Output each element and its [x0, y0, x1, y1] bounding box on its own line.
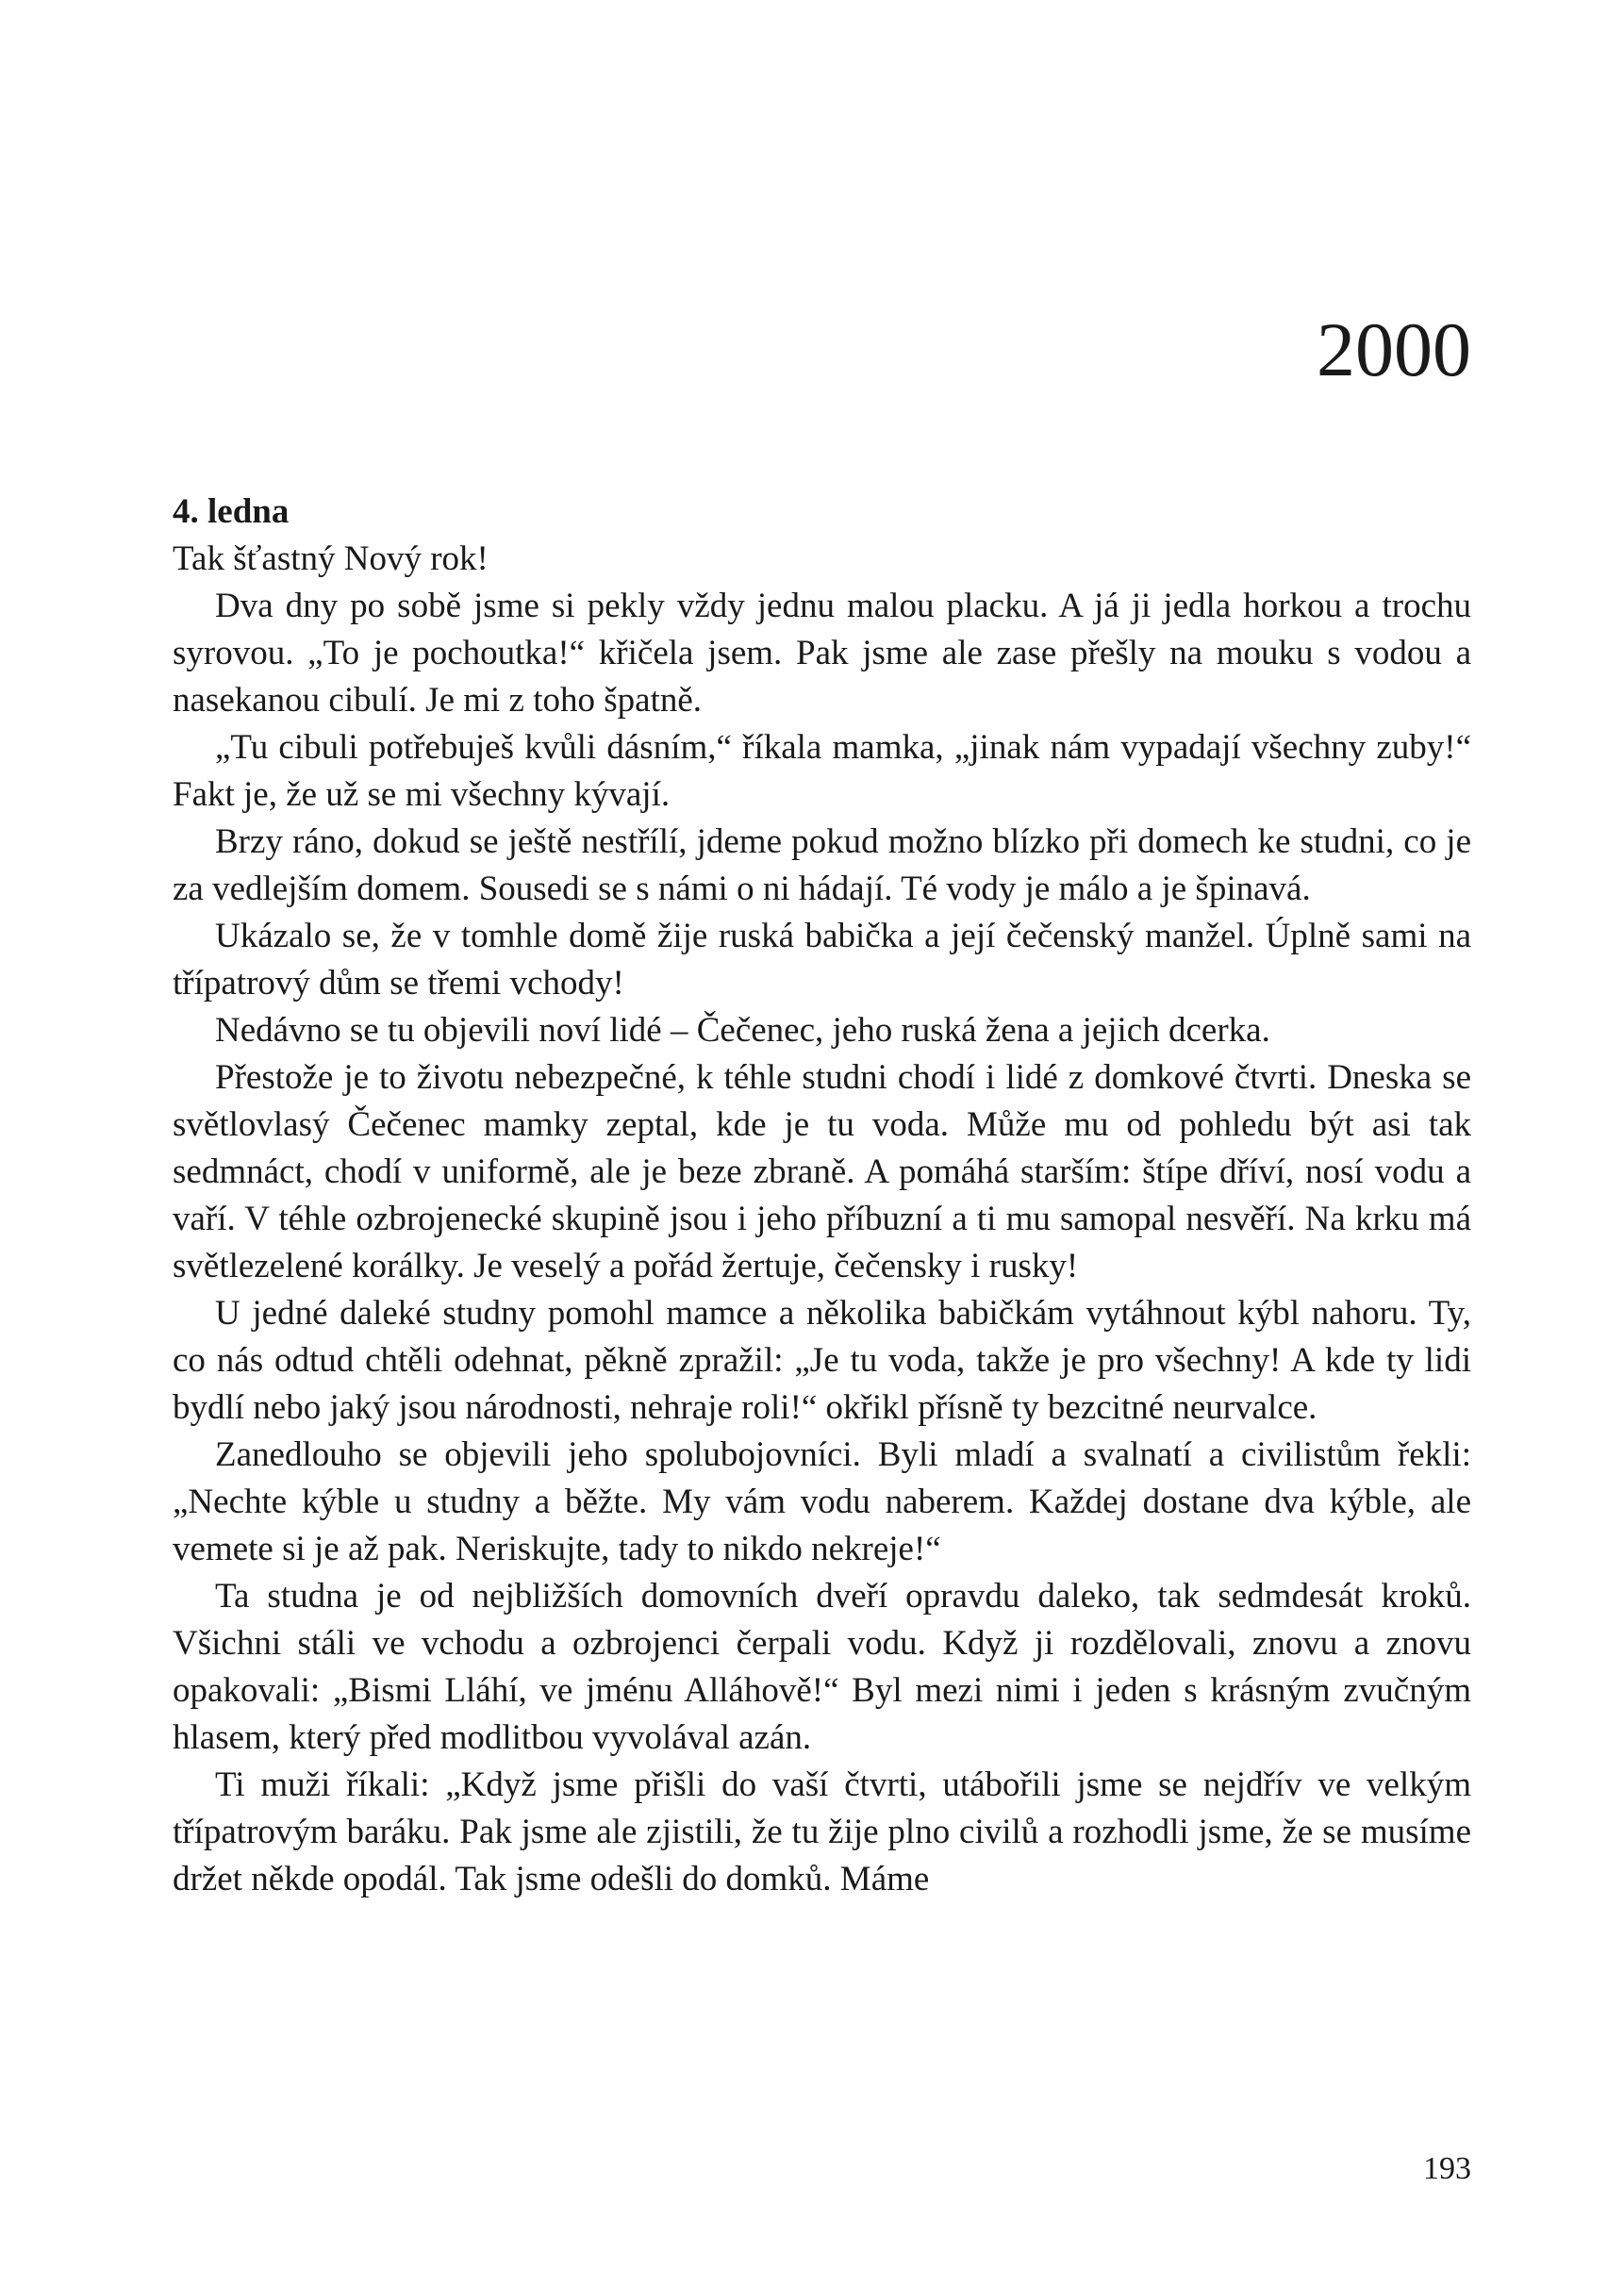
page-number: 193	[1423, 2151, 1471, 2186]
paragraph: Přestože je to životu nebezpečné, k téhle studni chodí i lidé z domkové čtvrti. Dneska se světlovlasý Čečenec mamky zeptal, kde je tu voda. Může mu od pohledu být asi tak sedmnáct, chodí v uniformě, ale je beze zbraně. A pomáhá starším: štípe dříví, nosí vodu a vaří. V téhle ozbrojenecké skupině jsou i jeho příbuzní a ti mu samopal nesvěří. Na krku má světlezelené korálky. Je veselý a pořád žertuje, čečensky i rusky!	[173, 1058, 1471, 1285]
entry-date: 4. ledna	[173, 492, 290, 531]
paragraph: U jedné daleké studny pomohl mamce a několika babičkám vytáhnout kýbl nahoru. Ty, co nás odtud chtěli odehnat, pěkně zpražil: „Je tu voda, takže je pro všechny! A kde ty lidi bydlí nebo jaký jsou národnosti, nehraje roli!“ okřikl přísně ty bezcitné neurvalce.	[173, 1294, 1471, 1427]
paragraph: „Tu cibuli potřebuješ kvůli dásním,“ říkala mamka, „jinak nám vypadají všechny zuby!“ Fakt je, že už se mi všechny kývají.	[173, 728, 1471, 814]
paragraph: Brzy ráno, dokud se ještě nestřílí, jdeme pokud možno blízko při domech ke studni, co je za vedlejším domem. Sousedi se s námi o ni hádají. Té vody je málo a je špinavá.	[173, 822, 1471, 908]
paragraph: Dva dny po sobě jsme si pekly vždy jednu malou placku. A já ji jedla horkou a trochu syrovou. „To je pochoutka!“ křičela jsem. Pak jsme ale zase přešly na mouku s vodou a nasekanou cibulí. Je mi z toho špatně.	[173, 587, 1471, 720]
paragraph: Ukázalo se, že v tomhle domě žije ruská babička a její čečenský manžel. Úplně sami na třípatrový dům se třemi vchody!	[173, 917, 1471, 1003]
paragraph: Nedávno se tu objevili noví lidé – Čečenec, jeho ruská žena a jejich dcerka.	[215, 1011, 1270, 1050]
year-heading: 2000	[1317, 307, 1471, 392]
paragraph: Tak šťastný Nový rok!	[173, 539, 489, 578]
diary-text	[173, 489, 1471, 1903]
paragraph: Ti muži říkali: „Když jsme přišli do vaší čtvrti, utábořili jsme se nejdřív ve velkým třípatrovým baráku. Pak jsme ale zjistili, že tu žije plno civilů a rozhodli jsme, že se musíme držet někde opodál. Tak jsme odešli do domků. Máme	[173, 1765, 1471, 1898]
paragraph: Ta studna je od nejbližších domovních dveří opravdu daleko, tak sedmdesát kroků. Všichni stáli ve vchodu a ozbrojenci čerpali vodu. Když ji rozdělovali, znovu a znovu opakovali: „Bismi Lláhí, ve jménu Alláhově!“ Byl mezi nimi i jeden s krásným zvučným hlasem, který před modlitbou vyvolával azán.	[173, 1577, 1471, 1757]
paragraph: Zanedlouho se objevili jeho spolubojovníci. Byli mladí a svalnatí a civilistům řekli: „Nechte kýble u studny a běžte. My vám vodu naberem. Každej dostane dva kýble, ale vemete si je až pak. Neriskujte, tady to nikdo nekreje!“	[173, 1435, 1471, 1568]
